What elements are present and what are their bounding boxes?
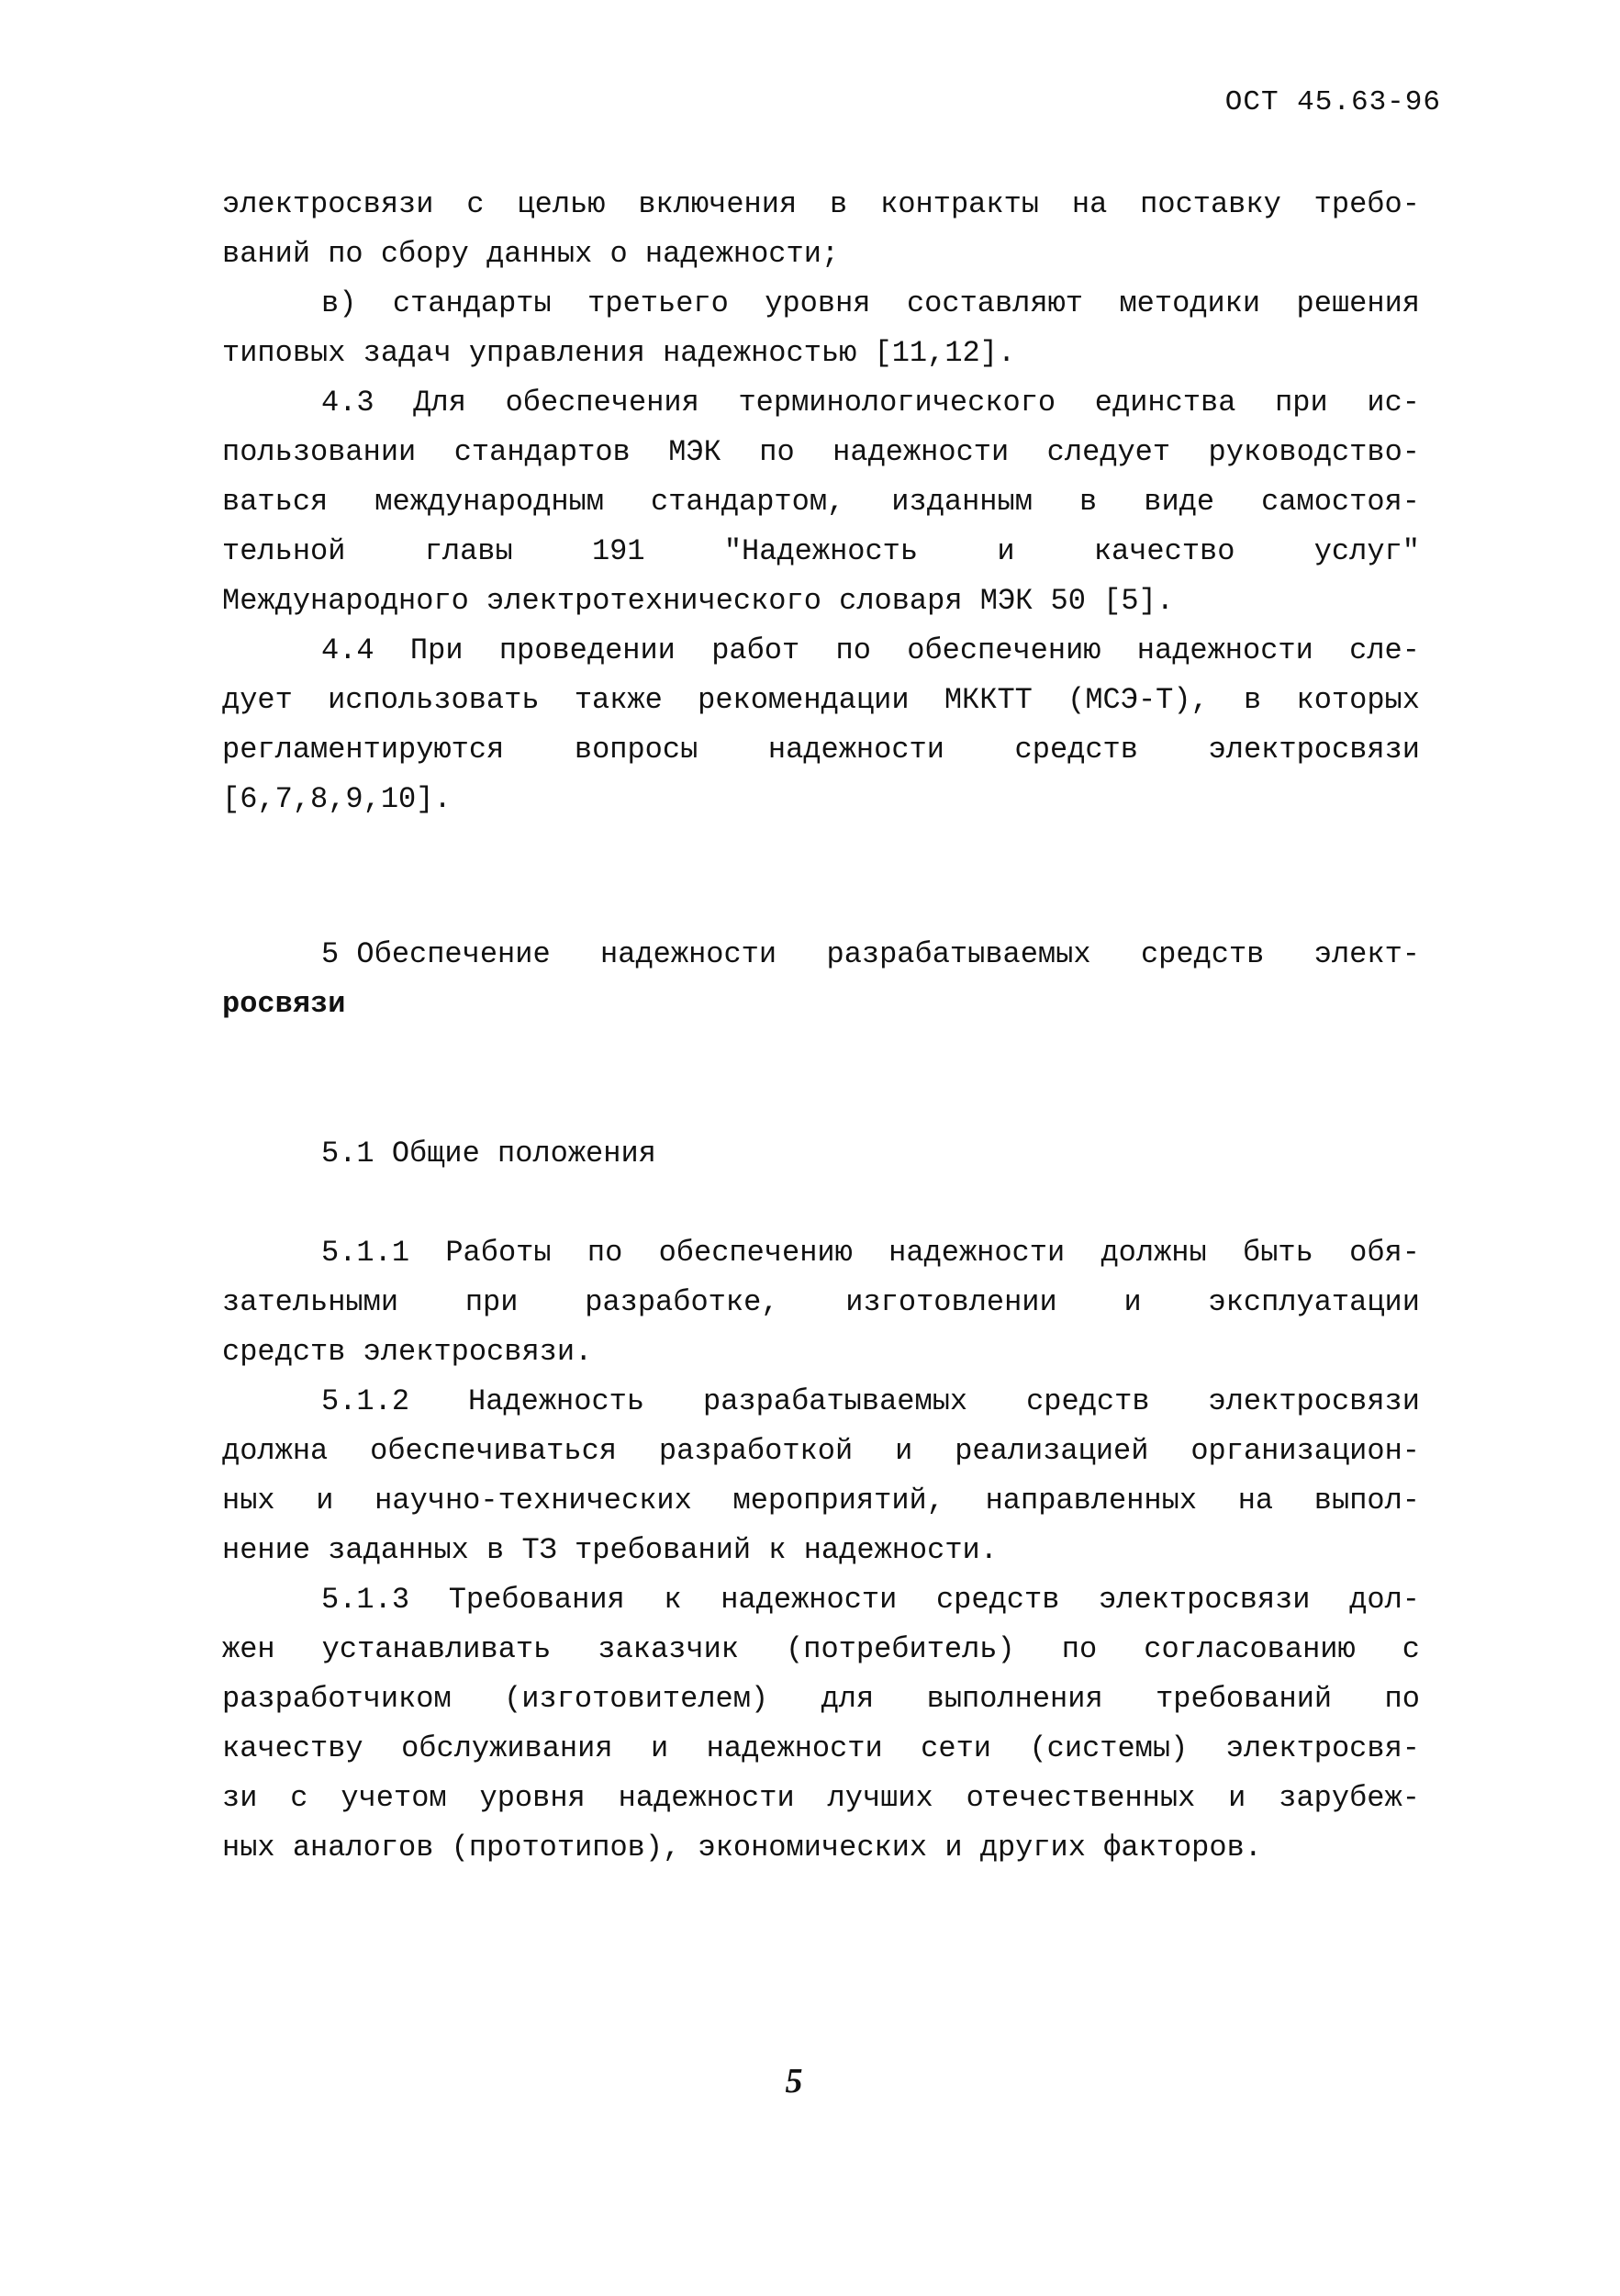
word: по <box>587 1236 623 1270</box>
word: качество <box>1093 534 1235 568</box>
word: которых <box>1296 683 1420 717</box>
word: надежности <box>706 1731 883 1765</box>
word: по <box>1384 1682 1420 1716</box>
word: ных <box>222 1484 275 1518</box>
text-line <box>222 1724 1420 1774</box>
word: обеспечению <box>658 1236 853 1270</box>
word: обслуживания <box>401 1731 613 1765</box>
word: (изготовителем) <box>504 1682 769 1716</box>
word: регламентируются <box>222 733 505 767</box>
text-line: ных аналогов (прототипов), экономических и других факторов. <box>222 1831 1262 1865</box>
text-line <box>222 378 1420 428</box>
word: эксплуатации <box>1208 1285 1420 1319</box>
word: надежности <box>1136 633 1313 667</box>
word: надежности <box>600 937 777 971</box>
word: единства <box>1094 386 1236 420</box>
word: требований <box>1156 1682 1333 1716</box>
word: для <box>821 1682 875 1716</box>
word: должна <box>222 1434 329 1468</box>
word: по <box>759 435 795 469</box>
word: зарубеж- <box>1279 1781 1420 1815</box>
word: электросвязи <box>1208 1384 1420 1418</box>
word: и <box>895 1434 913 1468</box>
word: средств <box>935 1583 1060 1617</box>
word: разработке, <box>585 1285 779 1319</box>
text-line <box>222 1377 1420 1427</box>
word: средств <box>1140 937 1265 971</box>
word: Требования <box>448 1583 625 1617</box>
word: стандартом, <box>650 485 845 519</box>
word: решения <box>1296 286 1420 320</box>
text-line <box>222 676 1420 725</box>
word: уровня <box>479 1781 586 1815</box>
word: требо- <box>1313 187 1420 221</box>
word: средств <box>1026 1384 1150 1418</box>
word: ваться <box>222 485 329 519</box>
word: в <box>830 187 848 221</box>
word: быть <box>1243 1236 1313 1270</box>
word: заказчик <box>598 1632 739 1666</box>
word: при <box>464 1285 519 1319</box>
word: к <box>664 1583 682 1617</box>
word: лучших <box>827 1781 933 1815</box>
word: и <box>997 534 1015 568</box>
word: 5.1.1 <box>321 1236 410 1270</box>
text-line: нение заданных в ТЗ требований к надежности. <box>222 1533 998 1567</box>
text-line: ваний по сбору данных о надежности; <box>222 237 840 271</box>
text-line: типовых задач управления надежностью [11,12]. <box>222 336 1016 370</box>
word: изготовлении <box>845 1285 1057 1319</box>
word: выполнения <box>926 1682 1103 1716</box>
word: в <box>1078 485 1098 519</box>
word: 5.1.3 <box>321 1583 410 1617</box>
word: стандарты <box>392 286 552 320</box>
word: контракты <box>880 187 1039 221</box>
word: дует <box>222 683 293 717</box>
word: с <box>466 187 485 221</box>
word: уровня <box>765 286 871 320</box>
word: разработкой <box>658 1434 854 1468</box>
text-line <box>222 1575 1420 1625</box>
word: и <box>651 1731 669 1765</box>
word: услуг" <box>1313 534 1420 568</box>
word: реализацией <box>955 1434 1149 1468</box>
word: научно-технических <box>374 1484 692 1518</box>
text-line <box>222 527 1420 577</box>
text-line <box>222 1476 1420 1526</box>
word: выпол- <box>1313 1484 1420 1518</box>
word: 5.1.2 <box>321 1384 410 1418</box>
word: зи <box>222 1781 258 1815</box>
text-line: Международного электротехнического словаря МЭК 50 [5]. <box>222 584 1174 618</box>
word: зательными <box>222 1285 399 1319</box>
section-5-title <box>321 930 1420 980</box>
word: "Надежность <box>723 534 919 568</box>
word: направленных <box>985 1484 1198 1518</box>
word: и <box>1228 1781 1246 1815</box>
text-block-2 <box>222 1228 1420 1873</box>
word: и <box>316 1484 334 1518</box>
text-line <box>222 626 1420 676</box>
word: разрабатываемых <box>826 937 1091 971</box>
word: с <box>290 1781 308 1815</box>
word: надежности <box>721 1583 898 1617</box>
text-line <box>222 180 1420 230</box>
text-line <box>222 1228 1420 1278</box>
word: самостоя- <box>1261 485 1420 519</box>
word: жен <box>222 1632 275 1666</box>
word: работ <box>711 633 800 667</box>
word: составляют <box>906 286 1083 320</box>
word: тельной <box>222 534 346 568</box>
text-line <box>222 477 1420 527</box>
word: руководство- <box>1208 435 1420 469</box>
word: в) <box>321 286 357 320</box>
word: по <box>1061 1632 1098 1666</box>
word: вопросы <box>574 733 698 767</box>
word: при <box>1275 386 1328 420</box>
page-number: 5 <box>785 2062 803 2100</box>
word: (потребитель) <box>786 1632 1015 1666</box>
section-5-title-continued: росвязи <box>222 987 346 1021</box>
text-line <box>222 279 1420 329</box>
word: с <box>1402 1632 1420 1666</box>
word: на <box>1237 1484 1274 1518</box>
word: средств <box>1014 733 1138 767</box>
word: мероприятий, <box>732 1484 944 1518</box>
word: МККТТ <box>944 683 1033 717</box>
word: обеспечиваться <box>370 1434 617 1468</box>
word: надежности <box>618 1781 795 1815</box>
word: сле- <box>1349 633 1420 667</box>
word: МЭК <box>668 435 721 469</box>
word: электросвязи <box>1208 733 1420 767</box>
word: (системы) <box>1029 1731 1189 1765</box>
word: Работы <box>445 1236 552 1270</box>
word: проведении <box>498 633 676 667</box>
word: качеству <box>222 1731 363 1765</box>
word: учетом <box>341 1781 447 1815</box>
word: также <box>574 683 663 717</box>
word: терминологического <box>738 386 1056 420</box>
text-line <box>222 1278 1420 1327</box>
text-line <box>222 1674 1420 1724</box>
word: организацион- <box>1190 1434 1420 1468</box>
word: (МСЭ-Т), <box>1067 683 1209 717</box>
word: обеспечения <box>505 386 699 420</box>
word: виде <box>1144 485 1215 519</box>
word: 5 Обеспечение <box>321 937 551 971</box>
word: международным <box>374 485 604 519</box>
word: главы <box>424 534 513 568</box>
text-line <box>222 725 1420 775</box>
word: Для <box>413 386 466 420</box>
word: дол- <box>1349 1583 1420 1617</box>
text-line <box>222 1625 1420 1674</box>
word: изданным <box>891 485 1033 519</box>
word: устанавливать <box>321 1632 552 1666</box>
word: электросвязи <box>222 187 434 221</box>
word: включения <box>638 187 798 221</box>
subsection-5-1-title: 5.1 Общие положения <box>321 1137 656 1170</box>
word: надежности <box>832 435 1010 469</box>
word: согласованию <box>1144 1632 1356 1666</box>
word: 191 <box>591 534 645 568</box>
word: электросвязи <box>1099 1583 1311 1617</box>
word: методики <box>1119 286 1261 320</box>
word: поставку <box>1140 187 1281 221</box>
word: 4.3 <box>321 386 374 420</box>
word: надежности <box>767 733 944 767</box>
word: в <box>1244 683 1262 717</box>
text-line <box>222 1774 1420 1823</box>
word: элект- <box>1313 937 1420 971</box>
word: следует <box>1046 435 1171 469</box>
text-line: средств электросвязи. <box>222 1335 593 1369</box>
word: ис- <box>1367 386 1420 420</box>
text-block-1 <box>222 180 1420 824</box>
word: третьего <box>587 286 729 320</box>
word: При <box>409 633 464 667</box>
word: надежности <box>888 1236 1066 1270</box>
word: отечественных <box>966 1781 1196 1815</box>
word: Надежность <box>468 1384 645 1418</box>
word: пользовании <box>222 435 417 469</box>
text-line <box>222 1427 1420 1476</box>
word: и <box>1123 1285 1142 1319</box>
word: стандартов <box>453 435 631 469</box>
word: целью <box>517 187 606 221</box>
word: обя- <box>1349 1236 1420 1270</box>
word: разработчиком <box>222 1682 452 1716</box>
word: разрабатываемых <box>703 1384 968 1418</box>
document-code: ОСТ 45.63-96 <box>1224 86 1441 118</box>
word: сети <box>921 1731 991 1765</box>
text-line <box>222 428 1420 477</box>
word: рекомендации <box>698 683 910 717</box>
word: обеспечению <box>907 633 1101 667</box>
word: по <box>835 633 871 667</box>
word: электросвя- <box>1225 1731 1420 1765</box>
word: 4.4 <box>321 633 374 667</box>
section-title-line <box>321 930 1420 980</box>
text-line: [6,7,8,9,10]. <box>222 782 452 816</box>
word: использовать <box>328 683 540 717</box>
word: на <box>1071 187 1108 221</box>
word: должны <box>1100 1236 1207 1270</box>
